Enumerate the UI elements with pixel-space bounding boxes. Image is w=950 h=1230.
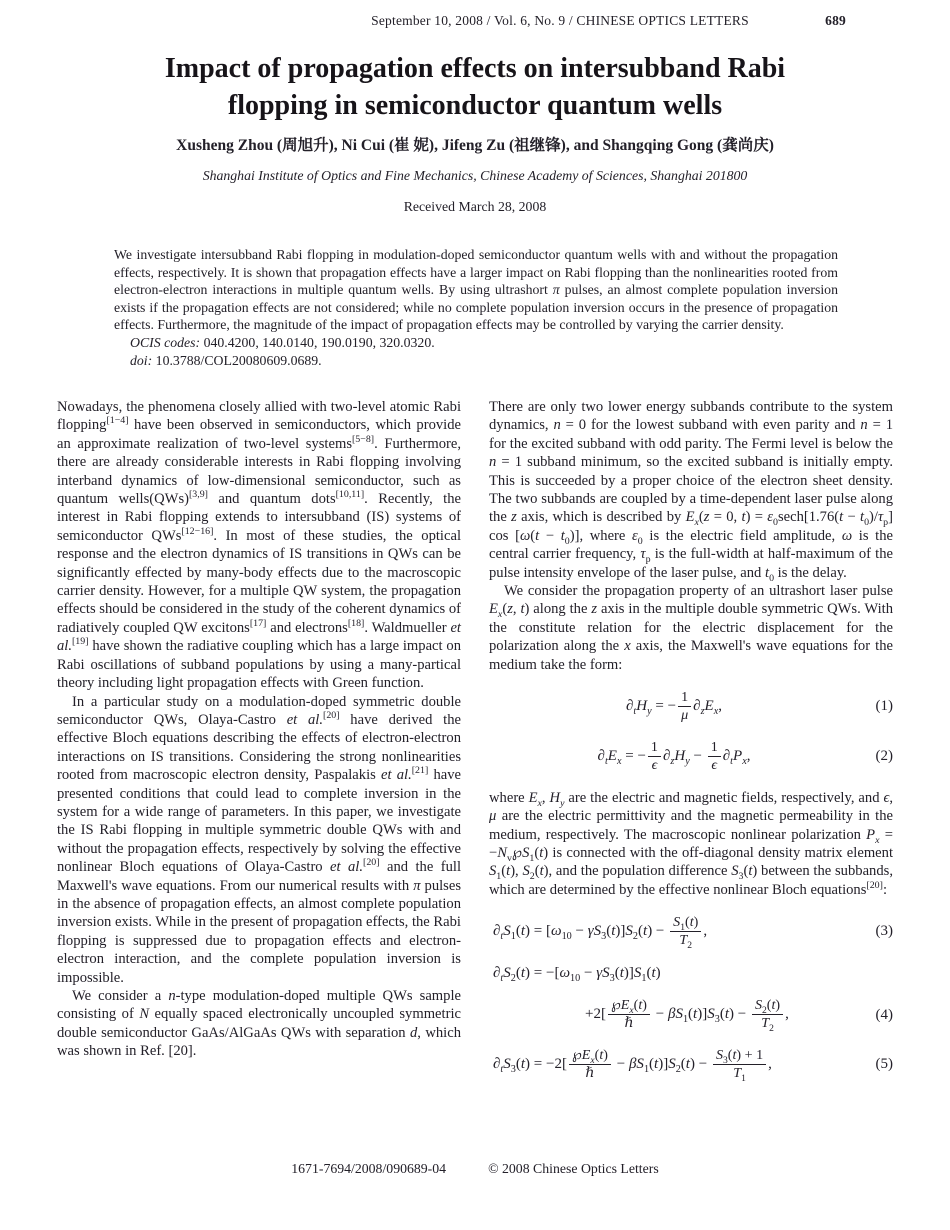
equation-3-number: (3) [875, 923, 893, 940]
equation-4-line1-body: $\partial_tS_2(t) = -[\omega_{10} - \gamma S_3(t)]S_1(t)$ [493, 964, 661, 984]
left-paragraph-3: We consider a n-type modulation-doped multiple QWs sample consisting of N equally spaced electronically uncoupled symmetric double semiconductor GaAs/AlGaAs QWs with separation d, which was shown in Ref. [20]. [57, 988, 461, 1060]
received-date: Received March 28, 2008 [403, 199, 547, 214]
abstract-block [114, 246, 838, 369]
equation-3-body: $\partial_tS_1(t) = [\omega_{10} - \gamma S_3(t)]S_2(t)$ − $\frac{S_1(t)}{T_2}$ , [493, 914, 708, 951]
left-paragraph-1: Nowadays, the phenomena closely allied with two-level atomic Rabi flopping[1−4] have been observed in semiconductors, which provide an approximate realization of two-level systems[5−8]. Furthermore, there are already considerable interests in Rabi flopping involving interband dynamics of low-dimensional semiconductor, such as quantum wells(QWs)[3,9] and quantum dots[10,11]. Recently, the interest in Rabi flopping extends to intersubband (IS) systems of semiconductor QWs[12−16]. In most of these studies, the optical response and the electron dynamics of IS transitions in QWs can be significantly effected by many-body effects due to the macroscopic carrier density. However, for a multiple QW system, the propagation effects should be considered in the study of the coherent dynamics of radiatively coupled QW excitons[17] and electrons[18]. Waldmueller et al.[19] have shown the radiative coupling which has a large impact on Rabi oscillations of subband populations by using a many-partical theory including light propagation effects with Green function. [57, 399, 461, 692]
equation-3 [489, 914, 893, 949]
footer-issn: 1671-7694/2008/090689-04 [291, 1161, 447, 1176]
equation-1-body: $\partial_tH_y$ = − $\frac{1}{\mu}$ $\partial_zE_x$, [626, 689, 722, 723]
affiliation: Shanghai Institute of Optics and Fine Mechanics, Chinese Academy of Sciences, Shanghai 201800 [202, 168, 748, 183]
equation-5-body: $\partial_tS_3(t) = -2$[ $\frac{℘E_x(t)}{\text{ℏ}}$ − $\beta S_1(t)]S_2(t)$ − $\frac{S_3(t) + 1}{T_1}$ , [493, 1047, 772, 1084]
column-left [57, 398, 461, 1097]
page-header [0, 13, 950, 29]
right-paragraph-1: There are only two lower energy subbands contribute to the system dynamics, n = 0 for the lowest subband with even parity and n = 1 for the excited subband with odd parity. The Fermi level is below the n = 1 subband minimum, so the excited subband is initially empty. This is succeeded by a proper choice of the electron sheet density. The two subbands are coupled by a time-dependent laser pulse along the z axis, which is described by $E_x(z = 0$, $t) = \varepsilon_0\sec h[1.76(t - t_0)/\tau_p]$ $\cos [\omega(t - t_0)]$, where $\varepsilon_0$ is the electric field amplitude, ω is the central carrier frequency, $\tau_p$ is the full-width at half-maximum of the pulse intensity envelope of the laser pulse, and $t_0$ is the delay. [489, 399, 894, 584]
equation-1 [489, 689, 893, 724]
page-number: 689 [825, 13, 846, 28]
left-paragraph-2: In a particular study on a modulation-doped symmetric double semiconductor QWs, Olaya-Castro et al.[20] have derived the effective Bloch equations describing the effects of electron-electron interactions on IS transitions. Considering the strong nonlinearities rooted from macroscopic electron density, Paspalakis et al.[21] have presented conditions that could lead to complete inversion in the system for a wide range of parameters. In this paper, we investigate the IS Rabi flopping in multiple symmetric double QWs with and without the propagation effects, respectively by solving the effective nonlinear Bloch equations of Olaya-Castro et al.[20] and the full Maxwell's wave equations. From our numerical results with π pulses in the absence of propagation effects, an almost complete population inversion exists. While in the present of propagation effects, the Rabi flopping is suppressed due to propagation effects and electron-electron interaction, and the complete population inversion is impossible. [57, 693, 462, 986]
journal-line: September 10, 2008 / Vol. 6, No. 9 / CHINESE OPTICS LETTERS [371, 13, 749, 28]
equation-5 [489, 1047, 893, 1082]
paper-title [0, 50, 950, 124]
equation-4-line-1 [489, 964, 893, 982]
column-right [489, 398, 893, 1097]
paper-title-line2: flopping in semiconductor quantum wells [227, 90, 723, 121]
equation-4-line2-body: +2[ $\frac{℘E_x(t)}{\text{ℏ}}$ − $\beta S_1(t)]S_3(t)$ − $\frac{S_2(t)}{T_2}$ , [585, 997, 789, 1035]
page-footer [0, 1161, 950, 1177]
authors-line: Xusheng Zhou (周旭升), Ni Cui (崔 妮), Jifeng Zu (祖继锋), and Shangqing Gong (龚尚庆) [176, 137, 774, 154]
equation-4-line-2 [489, 997, 893, 1035]
right-paragraph-2: We consider the propagation property of an ultrashort laser pulse $E_x(z$, t) along the z axis in the multiple double symmetric QWs. With the constitute relation for the electric displacement for the polarization along the x axis, the Maxwell's wave equations for the medium take the form: [489, 583, 893, 673]
equation-2 [489, 739, 893, 774]
abstract-text: We investigate intersubband Rabi flopping in modulation-doped semiconductor quantum wells with and without the propagation effects, respectively. It is shown that propagation effects have a larger impact on Rabi flopping than the nonlinearities rooted from electron-electron interactions in multiple quantum wells. By using ultrashort π pulses, an almost complete population inversion exists if the propagation effects are not considered; while no complete population inversion occurs in the presence of propagation effects. Furthermore, the magnitude of the impact of propagation effects may be controlled by varying the carrier density. [114, 247, 838, 333]
equation-2-number: (2) [875, 748, 893, 765]
equation-1-number: (1) [875, 698, 893, 715]
body-columns [57, 398, 893, 1097]
equation-5-number: (5) [875, 1056, 893, 1073]
footer-copyright: © 2008 Chinese Optics Letters [488, 1161, 659, 1176]
paper-title-line1: Impact of propagation effects on intersubband Rabi [164, 53, 786, 84]
ocis-codes: OCIS codes: 040.4200, 140.0140, 190.0190, 320.0320. [130, 334, 435, 350]
doi-line: doi: 10.3788/COL20080609.0689. [130, 352, 322, 368]
equation-2-body: $\partial_tE_x$ = − $\frac{1}{\epsilon}$ $\partial_zH_y$ − $\frac{1}{\epsilon}$ $\partial_tP_x$, [597, 738, 751, 773]
right-paragraph-3: where $E_x$, $H_y$ are the electric and magnetic fields, respectively, and ϵ, μ are the electric permittivity and the magnetic permeability in the medium, respectively. The macroscopic nonlinear polarization $P_x$ = $-N_v℘S_1(t)$ is connected with the off-diagonal density matrix element $S_1(t)$, $S_2(t)$, and the population difference $S_3(t)$ between the subbands, which are determined by the effective nonlinear Bloch equations[20]: [489, 789, 893, 898]
equation-4-number: (4) [875, 1006, 893, 1023]
